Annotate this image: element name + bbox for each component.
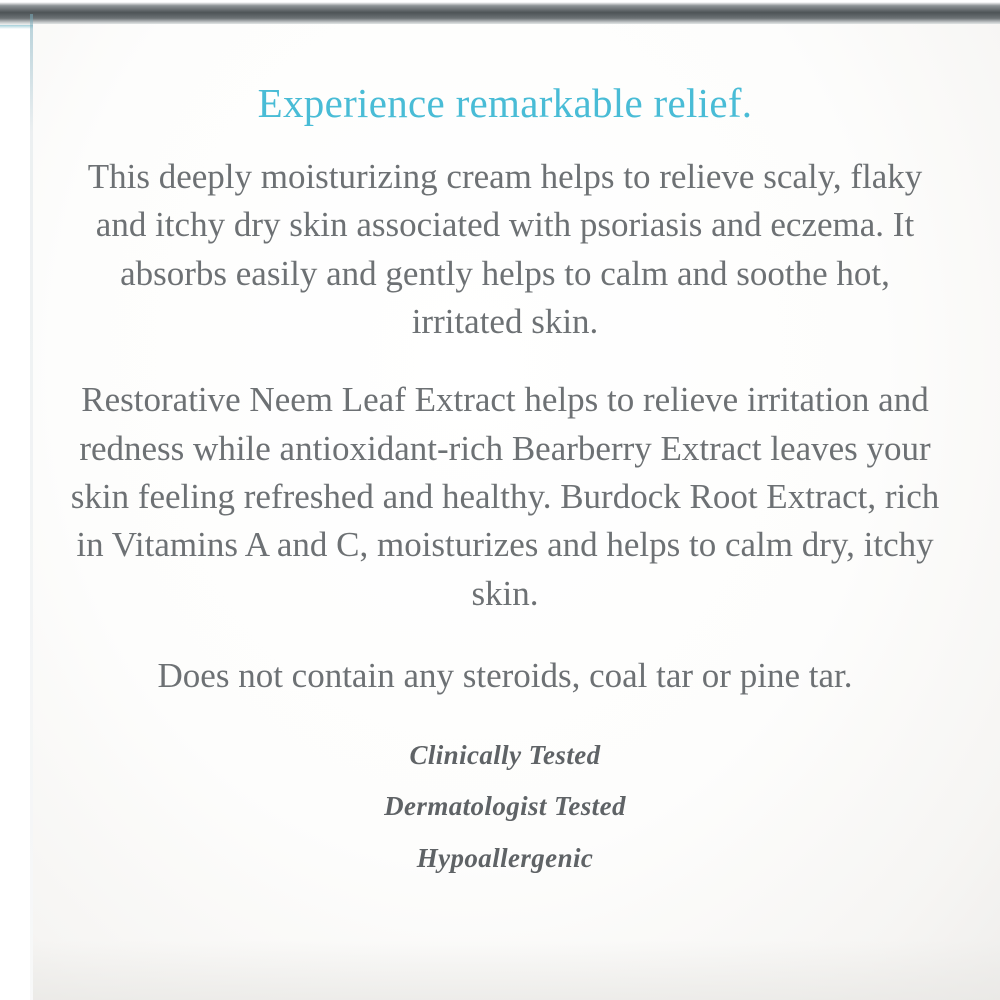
carton-bottom-shadow bbox=[33, 940, 1000, 1000]
panel-headline: Experience remarkable relief. bbox=[257, 80, 753, 126]
panel-claims-list bbox=[55, 730, 955, 884]
panel-paragraph-2: Restorative Neem Leaf Extract helps to relieve irritation and redness while antioxidant-rich Bearberry Extract leaves your skin feeling refreshed and healthy. Burdock Root Extract, rich in Vitamins A and C, moisturizes and helps to calm dry, itchy skin. bbox=[70, 380, 940, 613]
carton-top-edge bbox=[0, 0, 1000, 26]
claim-dermatologist-tested: Dermatologist Tested bbox=[384, 791, 626, 822]
claim-hypoallergenic: Hypoallergenic bbox=[416, 842, 594, 873]
panel-paragraph-3: Does not contain any steroids, coal tar or pine tar. bbox=[157, 655, 853, 695]
panel-paragraph-1: This deeply moisturizing cream helps to relieve scaly, flaky and itchy dry skin associated with psoriasis and eczema. It absorbs easily and gently helps to calm and soothe hot, irritated skin. bbox=[87, 157, 923, 342]
claim-clinically-tested: Clinically Tested bbox=[409, 740, 601, 771]
panel-text-block bbox=[55, 80, 955, 884]
